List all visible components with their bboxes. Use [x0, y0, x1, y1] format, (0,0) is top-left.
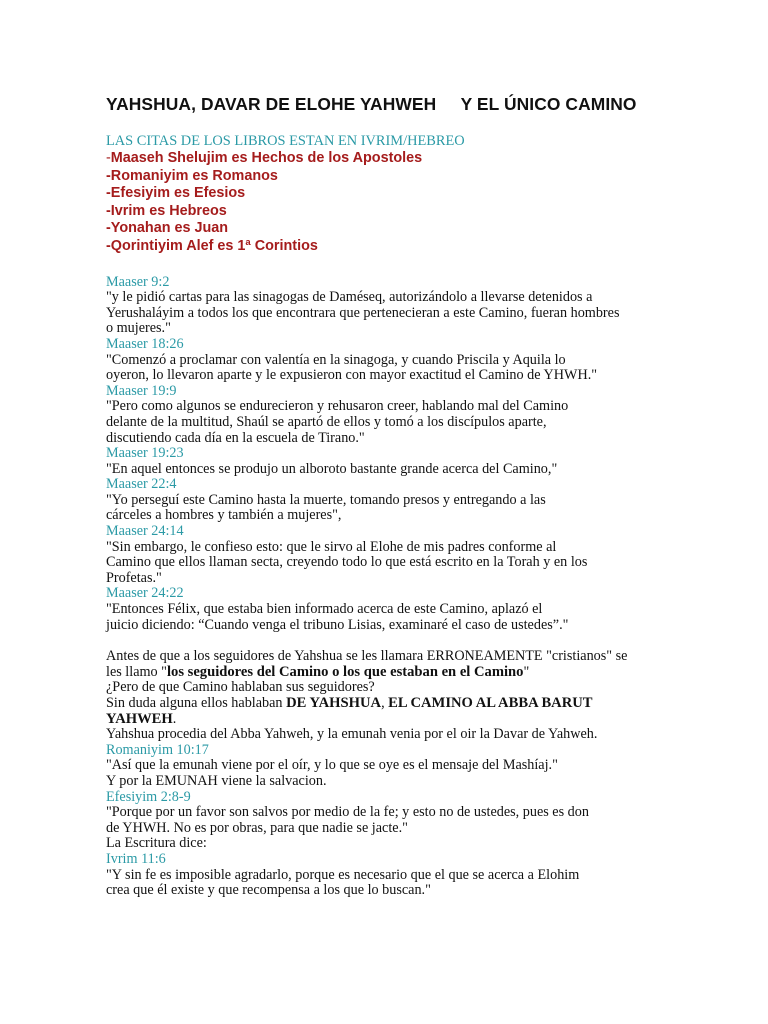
book-name-item: -Ivrim es Hebreos: [106, 202, 227, 219]
citation-text-line: discutiendo cada día en la escuela de Tirano.": [106, 429, 365, 446]
citation-reference: Maaser 22:4: [106, 476, 177, 493]
book-name-item: -Qorintiyim Alef es 1ª Corintios: [106, 237, 318, 254]
closing-paragraph-line: les llamo "los seguidores del Camino o los que estaban en el Camino": [106, 663, 530, 680]
citation-text-line: "Pero como algunos se endurecieron y rehusaron creer, hablando mal del Camino: [106, 398, 569, 415]
citation-text-line: delante de la multitud, Shaúl se apartó de ellos y tomó a los discípulos aparte,: [106, 413, 547, 430]
citation-text-line: "y le pidió cartas para las sinagogas de Daméseq, autorizándolo a llevarse detenidos a: [106, 289, 593, 306]
citation-text-line: "Porque por un favor son salvos por medio de la fe; y esto no de ustedes, pues es don: [106, 804, 589, 821]
citation-text-line: de YHWH. No es por obras, para que nadie se jacte.": [106, 819, 408, 836]
closing-paragraph-line: Y por la EMUNAH viene la salvacion.: [106, 772, 327, 789]
citation-text-line: "En aquel entonces se produjo un alboroto bastante grande acerca del Camino,": [106, 460, 558, 477]
citation-reference: Maaser 24:22: [106, 585, 184, 602]
document-title: YAHSHUA, DAVAR DE ELOHE YAHWEH Y EL ÚNICO CAMINO: [106, 94, 637, 114]
citation-text-line: "Entonces Félix, que estaba bien informado acerca de este Camino, aplazó el: [106, 601, 543, 618]
citation-text-line: oyeron, lo llevaron aparte y le expusieron con mayor exactitud el Camino de YHWH.": [106, 367, 598, 384]
citation: [106, 586, 686, 633]
document-body: [106, 133, 686, 899]
citation-text-line: "Comenzó a proclamar con valentía en la sinagoga, y cuando Priscila y Aquila lo: [106, 351, 566, 368]
citation-reference: Maaser 18:26: [106, 335, 184, 352]
citation-text-line: juicio diciendo: “Cuando venga el tribuno Lisias, examinaré el caso de ustedes”.": [106, 616, 569, 633]
citation-reference: Maaser 19:23: [106, 445, 184, 462]
citation-text-line: "Sin embargo, le confieso esto: que le sirvo al Elohe de mis padres conforme al: [106, 538, 557, 555]
citation-reference: Ivrim 11:6: [106, 850, 166, 867]
intro-note: LAS CITAS DE LOS LIBROS ESTAN EN IVRIM/HEBREO: [106, 133, 465, 149]
book-name-item: -Romaniyim es Romanos: [106, 167, 278, 184]
citation-text-line: Camino que ellos llaman secta, creyendo todo lo que está escrito en la Torah y en los: [106, 554, 588, 571]
closing-section: [106, 649, 686, 899]
citation-text-line: Yerushaláyim a todos los que encontrara que pertenecieran a este Camino, fueran hombres: [106, 304, 620, 321]
citation-text-line: crea que él existe y que recompensa a los que lo buscan.": [106, 882, 431, 899]
citation-reference: Maaser 9:2: [106, 273, 170, 290]
book-name-list: [106, 150, 686, 256]
citation: [106, 524, 686, 586]
emphasis-text: YAHWEH: [106, 710, 173, 727]
emphasis-text: los seguidores del Camino o los que estaban en el Camino: [166, 663, 524, 680]
citation: [106, 384, 686, 446]
book-name-item: -Efesiyim es Efesios: [106, 185, 246, 202]
citation-text-line: Profetas.": [106, 569, 162, 586]
citation-text-line: cárceles a hombres y también a mujeres",: [106, 507, 342, 524]
citation-text-line: o mujeres.": [106, 320, 171, 337]
citation-text-line: "Así que la emunah viene por el oír, y lo que se oye es el mensaje del Mashíaj.": [106, 757, 558, 774]
emphasis-text: EL CAMINO AL ABBA BARUT: [388, 695, 593, 711]
citation: [106, 477, 686, 524]
citation: [106, 446, 686, 477]
closing-paragraph-line: La Escritura dice:: [106, 835, 207, 852]
citation-reference: Maaser 24:14: [106, 523, 184, 540]
citation-reference: Maaser 19:9: [106, 382, 177, 399]
closing-paragraph-line: Antes de que a los seguidores de Yahshua se les llamara ERRONEAMENTE "cristianos" se: [106, 648, 628, 665]
answer-line: YAHWEH.: [106, 710, 177, 727]
citation-reference: Romaniyim 10:17: [106, 741, 209, 758]
closing-paragraph-line: Yahshua procedia del Abba Yahweh, y la emunah venia por el oir la Davar de Yahweh.: [106, 726, 598, 743]
citation-text-line: "Y sin fe es imposible agradarlo, porque es necesario que el que se acerca a Elohim: [106, 866, 580, 883]
citation-reference: Efesiyim 2:8-9: [106, 788, 191, 805]
answer-line: Sin duda alguna ellos hablaban DE YAHSHUA, EL CAMINO AL ABBA BARUT: [106, 695, 593, 711]
book-name-item: -Maaseh Shelujim es Hechos de los Apostoles: [106, 150, 423, 166]
citation-text-line: "Yo perseguí este Camino hasta la muerte, tomando presos y entregando a las: [106, 491, 546, 508]
book-name-item: -Yonahan es Juan: [106, 220, 229, 237]
citation: [106, 337, 686, 384]
citation: [106, 275, 686, 337]
citation-list: [106, 275, 686, 634]
emphasis-text: DE YAHSHUA: [286, 695, 382, 711]
question-line: ¿Pero de que Camino hablaban sus seguidores?: [106, 679, 375, 696]
